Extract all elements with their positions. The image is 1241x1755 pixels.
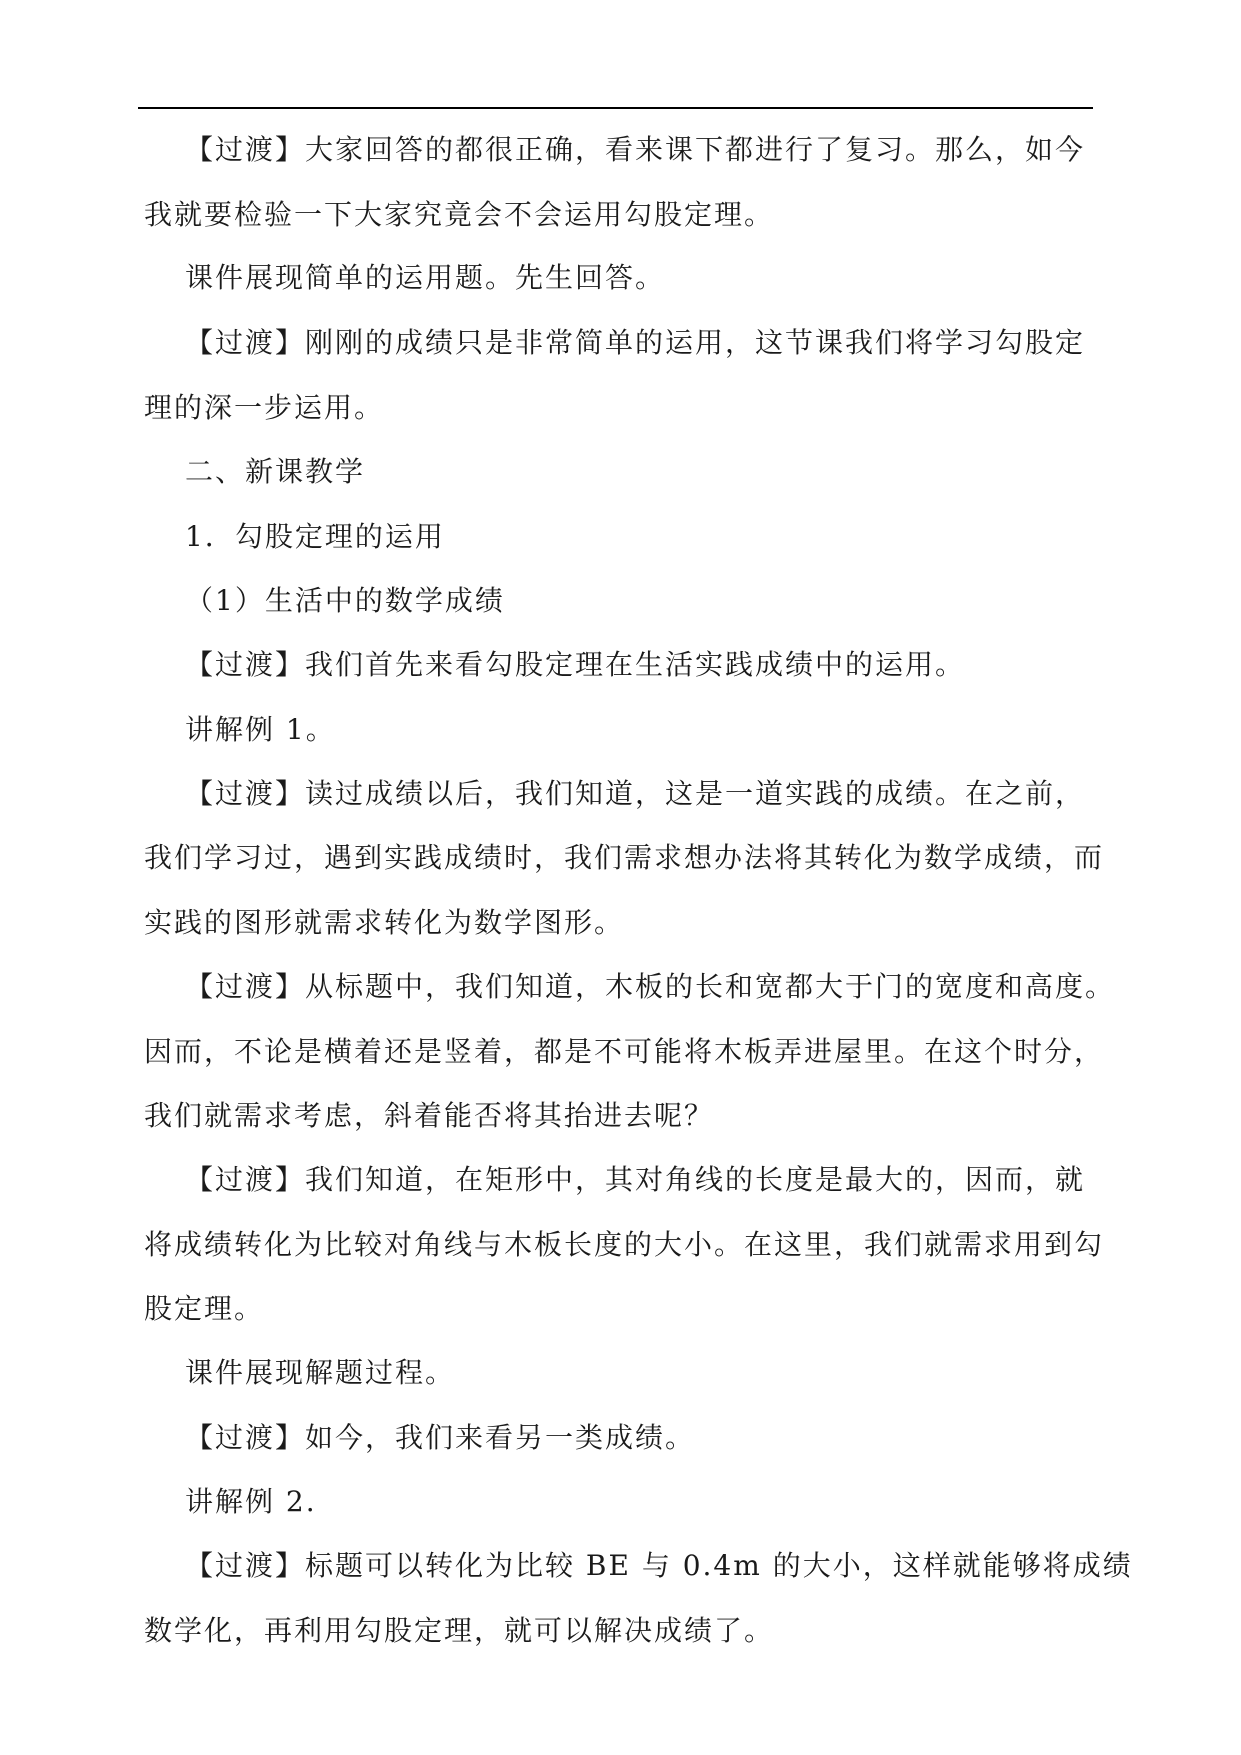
paragraph-line: 【过渡】从标题中，我们知道，木板的长和宽都大于门的宽度和高度。: [185, 970, 1116, 1003]
paragraph-line: 【过渡】标题可以转化为比较 BE 与 0.4m 的大小，这样就能够将成绩: [185, 1549, 1133, 1582]
paragraph-line: 讲解例 1。: [185, 713, 336, 746]
subsection-heading: （1）生活中的数学成绩: [185, 584, 505, 617]
header-rule: [138, 107, 1093, 109]
paragraph-line: 将成绩转化为比较对角线与木板长度的大小。在这里，我们就需求用到勾: [144, 1228, 1105, 1261]
paragraph-line: 我就要检验一下大家究竟会不会运用勾股定理。: [144, 198, 775, 231]
paragraph-line: 【过渡】我们知道，在矩形中，其对角线的长度是最大的，因而，就: [185, 1163, 1086, 1196]
paragraph-line: 【过渡】我们首先来看勾股定理在生活实践成绩中的运用。: [185, 648, 966, 681]
subsection-heading: 1．勾股定理的运用: [185, 520, 445, 553]
paragraph-line: 【过渡】大家回答的都很正确，看来课下都进行了复习。那么，如今: [185, 133, 1086, 166]
paragraph-line: 讲解例 2.: [185, 1485, 317, 1518]
paragraph-line: 我们学习过，遇到实践成绩时，我们需求想办法将其转化为数学成绩，而: [144, 841, 1105, 874]
paragraph-line: 数学化，再利用勾股定理，就可以解决成绩了。: [144, 1614, 775, 1647]
paragraph-line: 实践的图形就需求转化为数学图形。: [144, 906, 625, 939]
paragraph-line: 课件展现简单的运用题。先生回答。: [185, 261, 666, 294]
paragraph-line: 【过渡】读过成绩以后，我们知道，这是一道实践的成绩。在之前，: [185, 777, 1086, 810]
paragraph-line: 理的深一步运用。: [144, 391, 385, 424]
paragraph-line: 【过渡】如今，我们来看另一类成绩。: [185, 1421, 696, 1454]
paragraph-line: 【过渡】刚刚的成绩只是非常简单的运用，这节课我们将学习勾股定: [185, 326, 1086, 359]
paragraph-line: 因而，不论是横着还是竖着，都是不可能将木板弄进屋里。在这个时分，: [144, 1035, 1105, 1068]
paragraph-line: 课件展现解题过程。: [185, 1356, 456, 1389]
section-heading: 二、新课教学: [185, 455, 366, 488]
paragraph-line: 我们就需求考虑，斜着能否将其抬进去呢？: [144, 1099, 715, 1132]
paragraph-line: 股定理。: [144, 1292, 265, 1325]
